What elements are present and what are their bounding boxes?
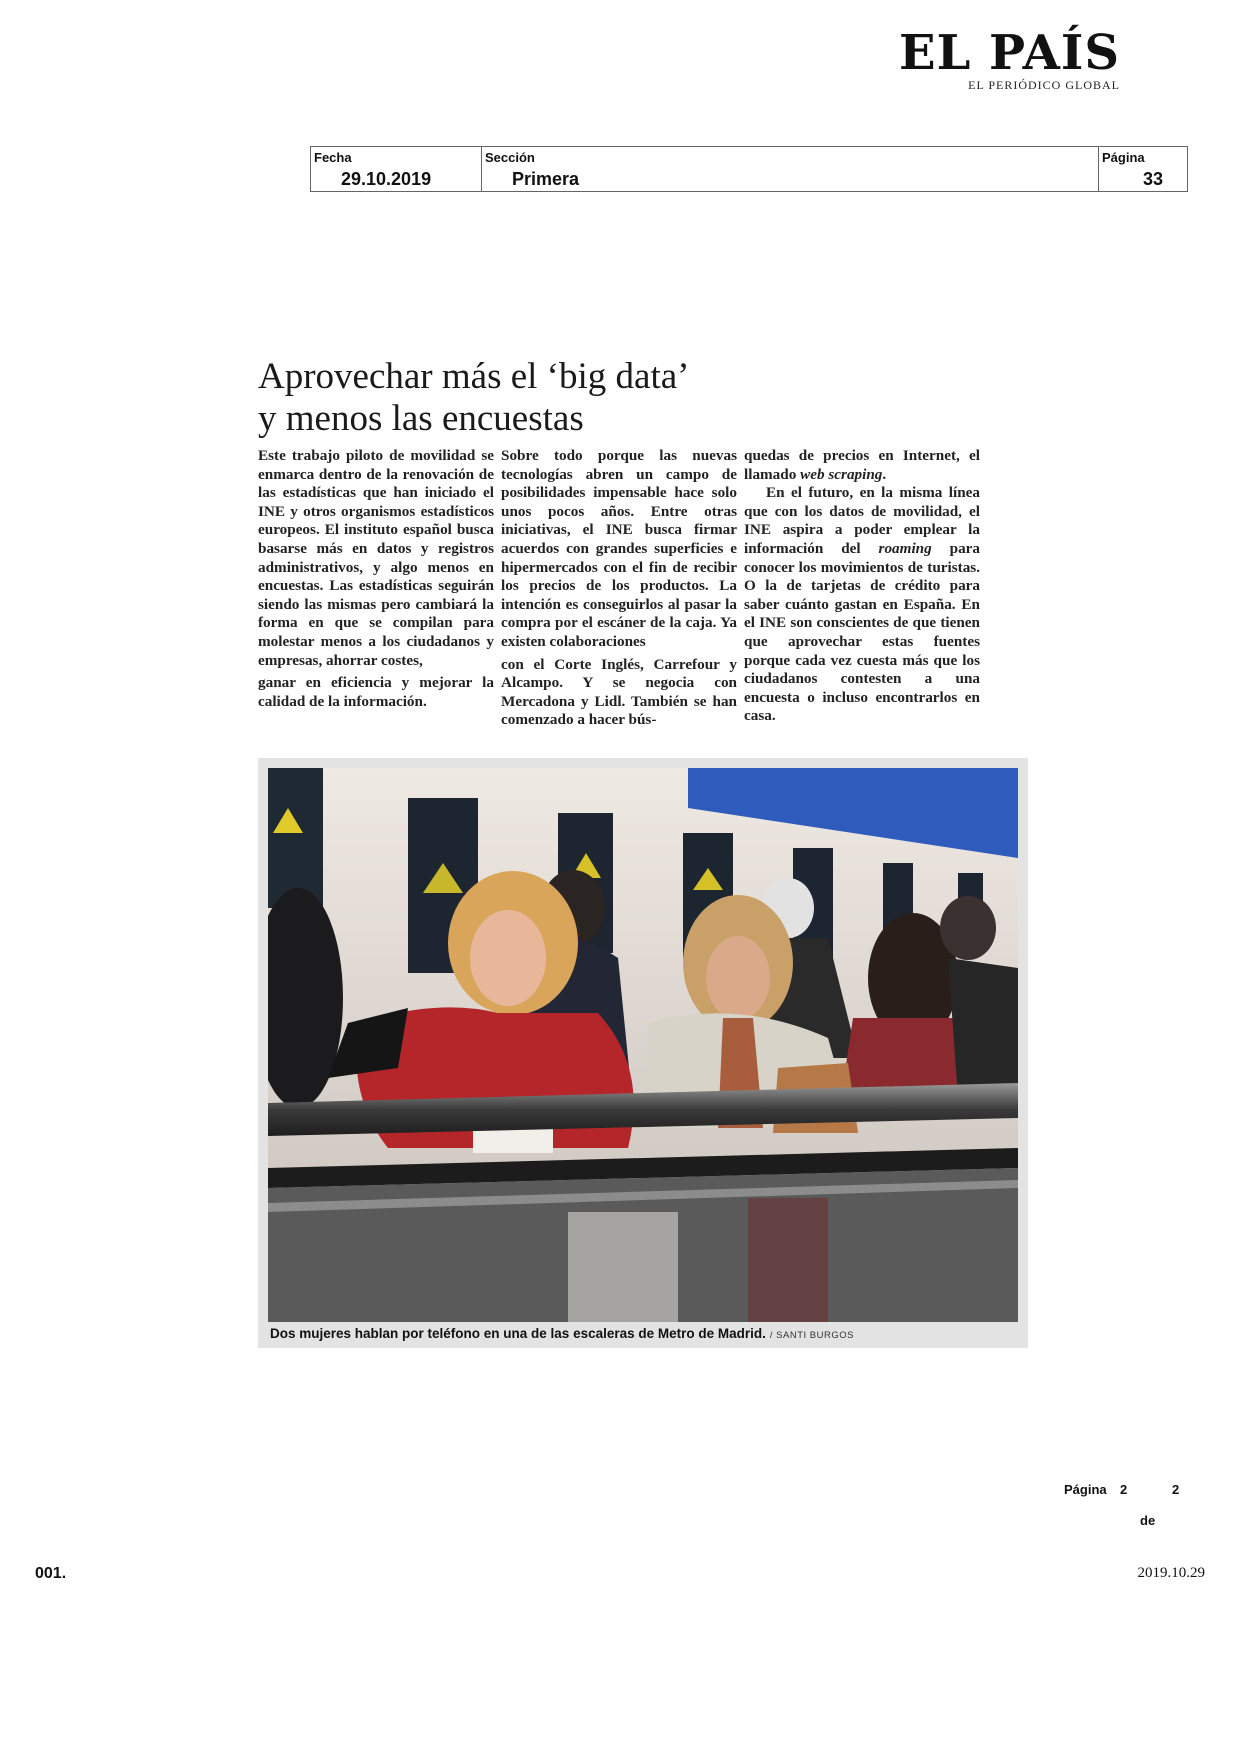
photo-caption — [270, 1326, 854, 1341]
clipping-header — [310, 146, 1188, 192]
pagina-label: Página — [1102, 150, 1145, 165]
column-3-paragraph-b — [744, 484, 980, 726]
logo-tagline: EL PERIÓDICO GLOBAL — [968, 78, 1120, 92]
fecha-cell — [311, 147, 482, 191]
logo-name: EL PAÍS — [898, 25, 1120, 81]
pager-label: Página — [1064, 1482, 1107, 1497]
article-column-3 — [744, 447, 980, 726]
roaming-term: roaming — [878, 539, 932, 557]
column-3-paragraph-a — [744, 447, 980, 484]
seccion-label: Sección — [485, 150, 535, 165]
article-column-2 — [501, 447, 737, 730]
column-1-paragraph-b: ganar en eficiencia y mejorar la calidad de la información. — [258, 674, 494, 710]
article-column-1 — [258, 447, 494, 711]
article-headline — [258, 356, 818, 440]
column-2-paragraph-a: Sobre todo porque las nuevas tecnologías abren un campo de posibilidades impensable hace solo unos pocos años. Entre otras iniciativas, el INE busca firmar acuerdos con grandes superficies e hipermercados con el fin de recibir los precios de los productos. La intención es conseguirlos al pasar la compra por el escáner de la caja. Ya existen colaboraciones — [501, 447, 737, 650]
escalator-handrails — [268, 1083, 1018, 1322]
web-scraping-term: web scraping — [800, 465, 883, 483]
fecha-value: 29.10.2019 — [341, 169, 432, 189]
fecha-label: Fecha — [314, 150, 352, 165]
document-id: 001. — [35, 1565, 67, 1582]
headline-line-1: Aprovechar más el ‘big data’ — [258, 356, 690, 397]
col3-text-1: quedas de precios en Internet, el llamado — [744, 447, 980, 483]
pagina-cell — [1099, 147, 1187, 191]
photo-credit: / SANTI BURGOS — [769, 1330, 854, 1341]
col3-text-2: . — [882, 465, 887, 483]
document-date: 2019.10.29 — [1137, 1565, 1205, 1581]
pager-total: 2 — [1172, 1482, 1180, 1497]
col3-text-4: para conocer los movimientos de turistas. O la de tarjetas de crédito para saber cuánto gastan en España. En el INE son conscientes de que tienen que aprovechar estas fuentes porque cada vez cuesta más que los ciudadanos contesten a una encuesta o incluso encontrarlos en casa. — [744, 539, 981, 725]
column-1-paragraph-a: Este trabajo piloto de movilidad se enmarca dentro de la renovación de las estadísticas que han iniciado el INE y otros organismos estadísticos europeos. El instituto español busca basarse más en datos y registros administrativos, y algo menos en encuestas. Las estadísticas seguirán siendo las mismas pero cambiará la forma en que se compilan para molestar menos a los ciudadanos y empresas, ahorrar costes, — [258, 447, 494, 669]
seccion-value: Primera — [512, 169, 580, 189]
seccion-cell — [482, 147, 1099, 191]
metro-escalator-photo — [268, 768, 1018, 1322]
pager-de: de — [1140, 1513, 1156, 1528]
article-photo — [258, 758, 1028, 1348]
caption-text: Dos mujeres hablan por teléfono en una de las escaleras de Metro de Madrid. — [270, 1326, 766, 1341]
pager-current: 2 — [1120, 1482, 1128, 1497]
pagina-value: 33 — [1143, 169, 1164, 189]
col3-text-3: En el futuro, en la misma línea que con los datos de movilidad, el INE aspira a poder emplear la información del — [744, 484, 980, 557]
publication-logo — [898, 25, 1120, 93]
headline-line-2: y menos las encuestas — [258, 398, 584, 439]
column-2-paragraph-b: con el Corte Inglés, Carrefour y Alcampo. Y se negocia con Mercadona y Lidl. También se han comenzado a hacer bús- — [501, 655, 737, 729]
